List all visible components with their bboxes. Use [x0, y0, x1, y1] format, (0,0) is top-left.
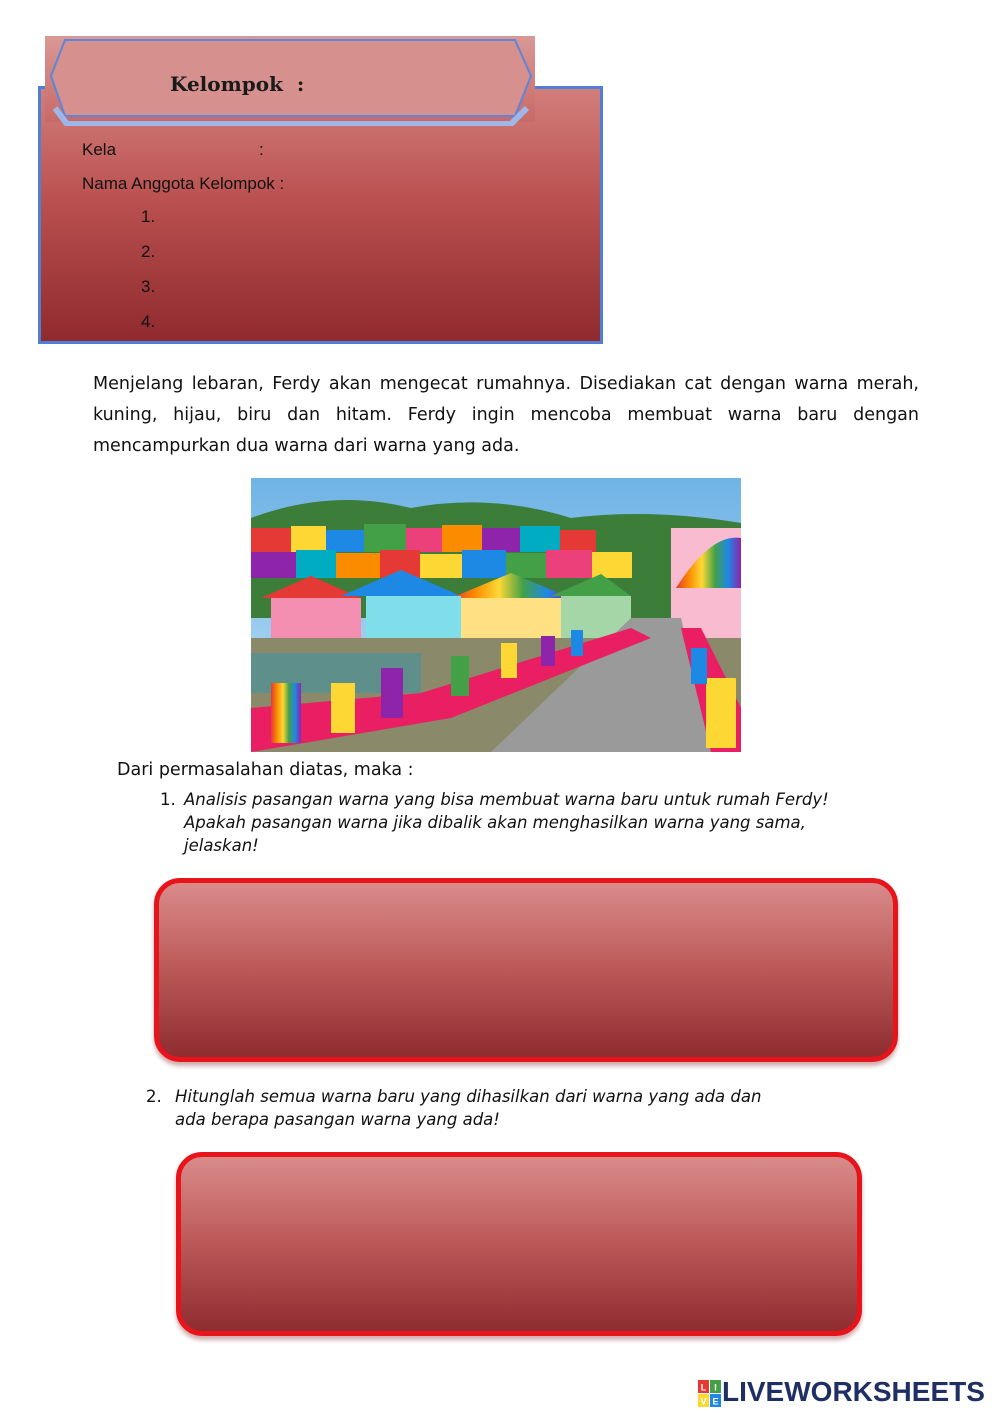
class-colon: :: [259, 140, 264, 159]
question-1-line-1: Analisis pasangan warna yang bisa membuat warna baru untuk rumah Ferdy!: [184, 790, 829, 809]
logo-letter-i: I: [714, 1382, 717, 1393]
members-label: Nama Anggota Kelompok :: [82, 174, 285, 193]
member-number-4: 4.: [141, 312, 156, 331]
question-1-line-3: jelaskan!: [184, 836, 259, 855]
question-2: [146, 1085, 906, 1131]
question-2-number: 2.: [146, 1087, 162, 1106]
member-number-2: 2.: [141, 242, 156, 261]
member-number-1: 1.: [141, 207, 156, 226]
rainbow-village-photo: [251, 478, 741, 752]
question-2-line-2: ada berapa pasangan warna yang ada!: [175, 1110, 500, 1129]
story-paragraph: Menjelang lebaran, Ferdy akan mengecat rumahnya. Disediakan cat dengan warna merah, kuning, hijau, biru dan hitam. Ferdy ingin mencoba membuat warna baru dengan mencampurkan dua warna dari warna yang ada.: [93, 374, 919, 456]
question-1-line-2: Apakah pasangan warna jika dibalik akan menghasilkan warna yang sama,: [184, 813, 806, 832]
question-1: [160, 788, 950, 857]
liveworksheets-logo-text[interactable]: LIVEWORKSHEETS: [722, 1376, 985, 1407]
answer-box-1[interactable]: [154, 878, 898, 1062]
logo-letter-l: L: [700, 1382, 707, 1393]
logo-letter-e: E: [712, 1396, 719, 1407]
group-title: Kelompok :: [170, 72, 305, 96]
question-2-line-1: Hitunglah semua warna baru yang dihasilkan dari warna yang ada dan: [175, 1087, 762, 1106]
question-1-number: 1.: [160, 790, 176, 809]
liveworksheets-logo-icon: [698, 1378, 722, 1410]
class-label: Kela: [82, 140, 117, 159]
questions-intro: Dari permasalahan diatas, maka :: [117, 760, 414, 780]
member-number-3: 3.: [141, 277, 156, 296]
logo-letter-v: V: [700, 1396, 707, 1407]
answer-box-2[interactable]: [176, 1152, 862, 1336]
